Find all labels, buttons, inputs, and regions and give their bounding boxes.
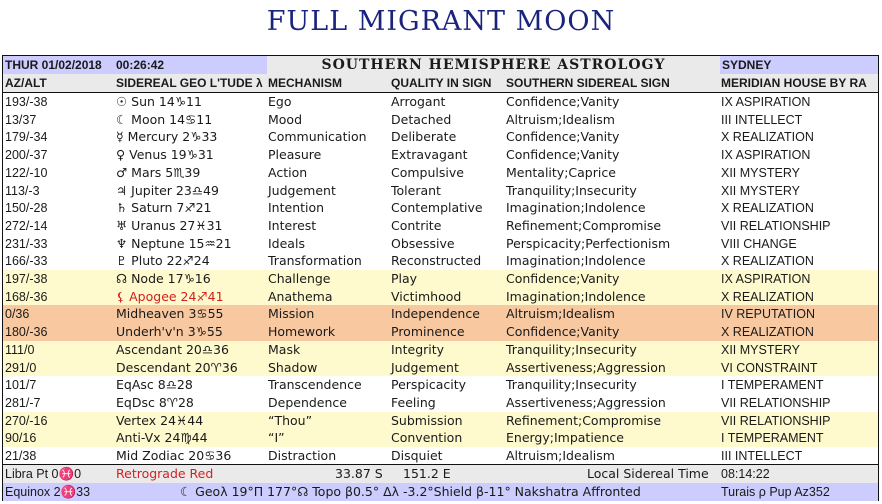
quality-cell: Judgement: [391, 359, 459, 375]
azalt-cell: 150/-28: [5, 201, 48, 216]
sign-cell: Altruism;Idealism: [506, 306, 615, 322]
mechanism-cell: Mission: [268, 306, 315, 322]
sign-cell: Altruism;Idealism: [506, 448, 615, 463]
azalt-cell: 231/-33: [5, 236, 48, 251]
house-cell: VII RELATIONSHIP: [721, 218, 831, 233]
header-row-1: [3, 56, 878, 74]
table-row: [3, 323, 878, 341]
time-label: 00:26:42: [116, 58, 165, 72]
table-row: [3, 341, 878, 359]
mechanism-cell: Anathema: [268, 288, 333, 304]
longitude-cell: ☊ Node 17♑16: [116, 271, 211, 286]
house-cell: VII RELATIONSHIP: [721, 413, 831, 428]
quality-cell: Contrite: [391, 217, 442, 233]
azalt-cell: 168/-36: [5, 289, 48, 304]
page-title: FULL MIGRANT MOON: [266, 6, 616, 37]
house-cell: X REALIZATION: [721, 254, 814, 269]
azalt-cell: 281/-7: [5, 395, 41, 410]
longitude-cell: EqDsc 8♈28: [116, 394, 194, 410]
azalt-cell: 200/-37: [5, 148, 48, 163]
azalt-cell: 0/36: [5, 307, 30, 322]
mechanism-cell: Judgement: [268, 182, 336, 198]
house-cell: X REALIZATION: [721, 325, 814, 340]
sign-cell: Perspicacity;Perfectionism: [506, 235, 671, 251]
quality-cell: Feeling: [391, 394, 436, 410]
quality-cell: Disquiet: [391, 448, 443, 463]
azalt-cell: 13/37: [5, 112, 37, 127]
table-row: [3, 412, 878, 430]
longitude-value: 151.2 E: [403, 466, 451, 481]
city-label: SYDNEY: [720, 56, 878, 74]
column-header-row: [3, 74, 878, 93]
longitude-cell: ♆ Neptune 15♒21: [116, 235, 232, 251]
house-cell: XII MYSTERY: [721, 183, 800, 198]
sign-cell: Assertiveness;Aggression: [506, 359, 666, 375]
astrology-table: [2, 55, 879, 501]
quality-cell: Integrity: [391, 341, 445, 357]
sign-cell: Assertiveness;Aggression: [506, 394, 666, 410]
mechanism-cell: Mood: [268, 111, 303, 127]
mechanism-cell: Intention: [268, 200, 325, 216]
mechanism-cell: “I”: [268, 430, 285, 446]
longitude-cell: Ascendant 20♎36: [116, 341, 229, 357]
azalt-cell: 90/16: [5, 431, 37, 446]
table-row: [3, 199, 878, 217]
azalt-cell: 193/-38: [5, 95, 48, 109]
table-row: [3, 146, 878, 164]
mechanism-cell: Communication: [268, 129, 367, 145]
azalt-cell: 113/-3: [5, 183, 40, 198]
mechanism-cell: Ideals: [268, 235, 305, 251]
longitude-cell: ☉ Sun 14♑11: [116, 94, 202, 109]
house-cell: X REALIZATION: [721, 289, 814, 304]
sign-cell: Mentality;Caprice: [506, 164, 616, 180]
house-cell: III INTELLECT: [721, 112, 803, 127]
azalt-cell: 21/38: [5, 449, 37, 463]
sign-cell: Confidence;Vanity: [506, 94, 620, 109]
house-cell: VI CONSTRAINT: [721, 360, 818, 375]
azalt-cell: 291/0: [5, 360, 37, 375]
azalt-cell: 179/-34: [5, 130, 48, 145]
footer-row-2: [3, 483, 878, 501]
mechanism-cell: Distraction: [268, 448, 337, 463]
table-row: [3, 217, 878, 235]
longitude-cell: Descendant 20♈36: [116, 359, 238, 375]
longitude-cell: Underh'v'n 3♑55: [116, 324, 223, 340]
table-row: [3, 447, 878, 465]
longitude-cell: ♃ Jupiter 23♎49: [116, 182, 219, 198]
longitude-cell: ♂ Mars 5♏39: [116, 164, 201, 180]
sign-cell: Energy;Impatience: [506, 430, 624, 446]
sign-cell: Confidence;Vanity: [506, 147, 620, 163]
table-row: [3, 93, 878, 111]
moon-info: ☾ Geoλ 19°Π 177°☊ Topo β0.5° Δλ -3.2°Shield β-11° Nakshatra Affronted: [180, 484, 641, 499]
house-cell: X REALIZATION: [721, 201, 814, 216]
house-cell: X REALIZATION: [721, 130, 814, 145]
col-header-sign: SOUTHERN SIDEREAL SIGN: [506, 76, 670, 90]
longitude-cell: Anti-Vx 24♍44: [116, 430, 208, 446]
sign-cell: Confidence;Vanity: [506, 129, 620, 145]
quality-cell: Perspicacity: [391, 377, 467, 393]
azalt-cell: 197/-38: [5, 272, 48, 286]
quality-cell: Deliberate: [391, 129, 457, 145]
longitude-cell: ♇ Pluto 22♐24: [116, 253, 210, 269]
col-header-house: MERIDIAN HOUSE BY RA: [721, 76, 867, 90]
quality-cell: Compulsive: [391, 164, 464, 180]
sign-cell: Refinement;Compromise: [506, 217, 662, 233]
sign-cell: Confidence;Vanity: [506, 271, 620, 286]
mechanism-cell: Mask: [268, 341, 301, 357]
longitude-cell: ☾ Moon 14♋11: [116, 111, 213, 127]
mechanism-cell: Interest: [268, 217, 317, 233]
azalt-cell: 180/-36: [5, 325, 48, 340]
sign-cell: Altruism;Idealism: [506, 111, 615, 127]
sign-cell: Tranquility;Insecurity: [506, 341, 637, 357]
table-row: [3, 305, 878, 323]
sign-cell: Tranquility;Insecurity: [506, 377, 637, 393]
quality-cell: Prominence: [391, 324, 465, 340]
col-header-azalt: AZ/ALT: [5, 76, 47, 90]
footer-row-1: [3, 464, 878, 483]
table-row: [3, 288, 878, 306]
star-info: Turais ρ Pup Az352: [721, 485, 830, 499]
banner-title: SOUTHERN HEMISPHERE ASTROLOGY: [267, 56, 720, 74]
quality-cell: Convention: [391, 430, 463, 446]
table-row: [3, 252, 878, 270]
house-cell: IX ASPIRATION: [721, 95, 811, 109]
table-row: [3, 182, 878, 200]
house-cell: III INTELLECT: [721, 449, 803, 463]
sign-cell: Confidence;Vanity: [506, 324, 620, 340]
table-row: [3, 394, 878, 412]
longitude-cell: ♄ Saturn 7♐21: [116, 200, 212, 216]
table-row: [3, 111, 878, 129]
longitude-cell: ☿ Mercury 2♑33: [116, 129, 218, 145]
house-cell: I TEMPERAMENT: [721, 431, 824, 446]
mechanism-cell: Pleasure: [268, 147, 322, 163]
date-label: THUR 01/02/2018: [5, 58, 102, 72]
quality-cell: Contemplative: [391, 200, 483, 216]
mechanism-cell: Transformation: [268, 253, 362, 269]
longitude-cell: Mid Zodiac 20♋36: [116, 448, 232, 463]
mechanism-cell: Shadow: [268, 359, 318, 375]
table-row: [3, 270, 878, 288]
lst-label: Local Sidereal Time: [587, 466, 709, 481]
azalt-cell: 111/0: [5, 342, 35, 357]
longitude-cell: ⚸ Apogee 24♐41: [116, 288, 224, 304]
table-row: [3, 376, 878, 394]
quality-cell: Detached: [391, 111, 452, 127]
quality-cell: Reconstructed: [391, 253, 482, 269]
azalt-cell: 101/7: [5, 378, 37, 393]
mechanism-cell: Ego: [268, 94, 292, 109]
date-time-cell: [3, 56, 267, 74]
sign-cell: Imagination;Indolence: [506, 253, 646, 269]
mechanism-cell: Transcendence: [268, 377, 362, 393]
mechanism-cell: Challenge: [268, 271, 331, 286]
longitude-cell: Midheaven 3♋55: [116, 306, 224, 322]
sign-cell: Imagination;Indolence: [506, 288, 646, 304]
col-header-longitude: SIDEREAL GEO L'TUDE λ: [116, 76, 263, 90]
house-cell: I TEMPERAMENT: [721, 378, 824, 393]
quality-cell: Independence: [391, 306, 480, 322]
quality-cell: Extravagant: [391, 147, 468, 163]
azalt-cell: 122/-10: [5, 165, 48, 180]
table-row: [3, 429, 878, 447]
mechanism-cell: Action: [268, 164, 308, 180]
mechanism-cell: “Thou”: [268, 412, 313, 428]
equinox-value: Equinox 2♓33: [5, 485, 91, 499]
longitude-cell: ♅ Uranus 27♓31: [116, 217, 223, 233]
azalt-cell: 272/-14: [5, 218, 48, 233]
quality-cell: Submission: [391, 412, 463, 428]
house-cell: IV REPUTATION: [721, 307, 815, 322]
table-row: [3, 359, 878, 377]
quality-cell: Play: [391, 271, 418, 286]
house-cell: IX ASPIRATION: [721, 148, 811, 163]
longitude-cell: ♀ Venus 19♑31: [116, 147, 214, 163]
quality-cell: Victimhood: [391, 288, 462, 304]
sign-cell: Tranquility;Insecurity: [506, 182, 637, 198]
col-header-quality: QUALITY IN SIGN: [391, 76, 492, 90]
house-cell: XII MYSTERY: [721, 342, 800, 357]
table-row: [3, 164, 878, 182]
mechanism-cell: Homework: [268, 324, 336, 340]
azalt-cell: 166/-33: [5, 254, 48, 269]
libra-point: Libra Pt 0♓0: [5, 467, 82, 481]
quality-cell: Arrogant: [391, 94, 446, 109]
azalt-cell: 270/-16: [5, 413, 48, 428]
quality-cell: Tolerant: [391, 182, 441, 198]
table-row: [3, 128, 878, 146]
quality-cell: Obsessive: [391, 235, 455, 251]
longitude-cell: Vertex 24♓44: [116, 412, 204, 428]
col-header-mechanism: MECHANISM: [268, 76, 342, 90]
table-row: [3, 235, 878, 253]
sign-cell: Refinement;Compromise: [506, 412, 662, 428]
longitude-cell: EqAsc 8♎28: [116, 377, 193, 393]
house-cell: XII MYSTERY: [721, 165, 800, 180]
sign-cell: Imagination;Indolence: [506, 200, 646, 216]
retrograde-legend: Retrograde Red: [116, 466, 214, 481]
house-cell: IX ASPIRATION: [721, 272, 811, 286]
latitude-value: 33.87 S: [335, 466, 383, 481]
house-cell: VII RELATIONSHIP: [721, 395, 831, 410]
house-cell: VIII CHANGE: [721, 236, 797, 251]
mechanism-cell: Dependence: [268, 394, 347, 410]
lst-value: 08:14:22: [721, 467, 770, 481]
